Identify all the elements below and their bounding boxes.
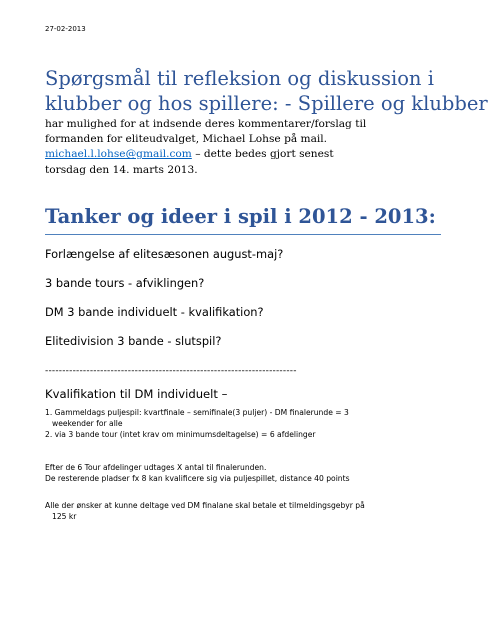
question-2: 3 bande tours - afviklingen? [45,276,205,290]
section-heading-ideas: Tanker og ideer i spil i 2012 - 2013: [45,205,436,228]
final-round-line-2: De resterende pladser fx 8 kan kvalificere sig via puljespillet, distance 40 points [45,474,350,483]
intro-line-3 [45,147,435,162]
intro-paragraph [45,117,435,178]
intro-line-4: torsdag den 14. marts 2013. [45,163,198,176]
fee-line-1: Alle der ønsker at kunne deltage ved DM finalane skal betale et tilmeldingsgebyr på [45,501,365,510]
final-round-paragraph [45,462,425,484]
email-link[interactable]: michael.l.lohse@gmail.com [45,148,192,161]
heading-line-2 [45,91,488,116]
document-date: 27-02-2013 [45,25,86,33]
final-round-line-1: Efter de 6 Tour afdelinger udtages X antal til finalerunden. [45,463,267,472]
question-4: Elitedivision 3 bande - slutspil? [45,334,222,348]
qualification-options [45,407,425,440]
question-1: Forlængelse af elitesæsonen august-maj? [45,247,284,261]
heading-suffix: Spillere og klubber [297,92,488,115]
qualification-heading: Kvalifikation til DM individuelt – [45,387,228,401]
heading-line-1: Spørgsmål til refleksion og diskussion i [45,67,434,90]
heading-underline [45,234,441,235]
question-3: DM 3 bande individuelt - kvalifikation? [45,305,264,319]
separator-line: ------------------------------------------------------------------------- [45,366,297,376]
fee-paragraph [45,500,425,522]
fee-line-2: 125 kr [52,512,77,521]
option-2: 2. via 3 bande tour (intet krav om minimumsdeltagelse) = 6 afdelinger [45,430,316,439]
heading-line-2-text: klubber og hos spillere: - [45,92,298,115]
deadline-text: – dette bedes gjort senest [191,148,334,161]
intro-line-2: formanden for eliteudvalget, Michael Lohse på mail. [45,133,328,146]
option-1: 1. Gammeldags puljespil: kvartfinale – semifinale(3 puljer) - DM finalerunde = 3 [45,408,349,417]
intro-line-1: har mulighed for at indsende deres kommentarer/forslag til [45,118,367,130]
option-1-continued: weekender for alle [52,419,123,428]
section-heading-questions [45,66,488,116]
